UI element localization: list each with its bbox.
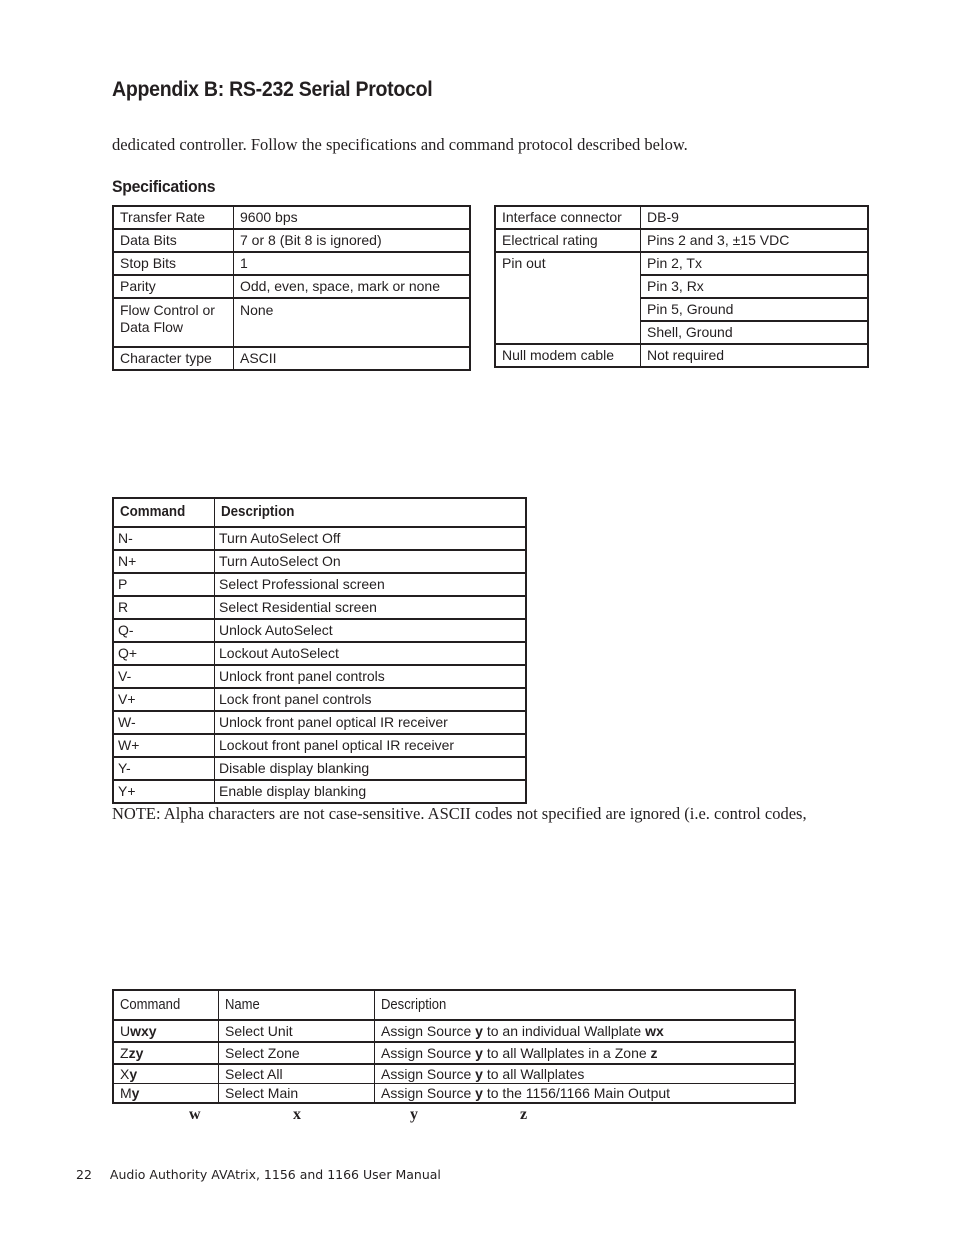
spec-row bbox=[495, 206, 868, 229]
spec-value: Not required bbox=[641, 344, 869, 367]
command-name: Select All bbox=[219, 1064, 375, 1084]
description-text: Assign Source bbox=[381, 1023, 476, 1039]
select-command-table bbox=[112, 989, 796, 1104]
spec-value: 9600 bps bbox=[234, 206, 471, 229]
command-description bbox=[375, 1084, 796, 1104]
command-description: Disable display blanking bbox=[215, 757, 527, 780]
command-variables: y bbox=[131, 1085, 140, 1101]
spec-value: Pin 2, Tx bbox=[641, 252, 869, 275]
spec-row bbox=[495, 229, 868, 252]
command-prefix: M bbox=[120, 1085, 132, 1101]
table-row bbox=[113, 596, 526, 619]
spec-value: Pins 2 and 3, ±15 VDC bbox=[641, 229, 869, 252]
spec-row bbox=[113, 229, 470, 252]
spec-row bbox=[495, 252, 868, 275]
command-code: N+ bbox=[113, 550, 215, 573]
table-row bbox=[113, 665, 526, 688]
command-description: Select Residential screen bbox=[215, 596, 527, 619]
table-row bbox=[113, 619, 526, 642]
spec-row bbox=[495, 344, 868, 367]
table-row bbox=[113, 1064, 795, 1084]
command-description bbox=[375, 1042, 796, 1064]
spec-value: Pin 3, Rx bbox=[641, 275, 869, 298]
spec-row bbox=[113, 298, 470, 347]
footer-title: Audio Authority AVAtrix, 1156 and 1166 User Manual bbox=[109, 1167, 441, 1182]
variable-label-w: w bbox=[189, 1106, 201, 1123]
spec-label: Pin out bbox=[495, 252, 641, 344]
command-code: V- bbox=[113, 665, 215, 688]
description-text: Assign Source bbox=[381, 1066, 476, 1082]
column-header bbox=[113, 990, 219, 1020]
table-header-row bbox=[113, 498, 526, 527]
page-number: 22 bbox=[76, 1167, 92, 1182]
command-code: Y- bbox=[113, 757, 215, 780]
command-syntax bbox=[113, 1084, 219, 1104]
command-description: Lockout AutoSelect bbox=[215, 642, 527, 665]
command-prefix: U bbox=[120, 1023, 131, 1039]
table-row bbox=[113, 757, 526, 780]
command-description: Turn AutoSelect On bbox=[215, 550, 527, 573]
table-row bbox=[113, 711, 526, 734]
spec-row bbox=[113, 206, 470, 229]
description-text: to the 1156/1166 Main Output bbox=[482, 1085, 671, 1101]
column-header bbox=[375, 990, 796, 1020]
command-code: R bbox=[113, 596, 215, 619]
description-text: to all Wallplates bbox=[482, 1066, 585, 1082]
command-prefix: X bbox=[120, 1066, 130, 1082]
spec-value: Shell, Ground bbox=[641, 321, 869, 344]
command-description: Enable display blanking bbox=[215, 780, 527, 803]
description-variable: y bbox=[475, 1066, 483, 1082]
specifications-heading: Specifications bbox=[112, 177, 216, 196]
command-name: Select Zone bbox=[219, 1042, 375, 1064]
column-header bbox=[219, 990, 375, 1020]
column-header-label: Name bbox=[225, 997, 260, 1013]
command-syntax bbox=[113, 1042, 219, 1064]
spec-table-serial bbox=[112, 205, 471, 371]
description-text: to an individual Wallplate bbox=[482, 1023, 646, 1039]
description-text: Assign Source bbox=[381, 1045, 476, 1061]
table-row bbox=[113, 527, 526, 550]
spec-row bbox=[113, 252, 470, 275]
command-code: Q+ bbox=[113, 642, 215, 665]
page-title: Appendix B: RS-232 Serial Protocol bbox=[112, 78, 433, 101]
command-description: Turn AutoSelect Off bbox=[215, 527, 527, 550]
command-code: V+ bbox=[113, 688, 215, 711]
description-variable: y bbox=[475, 1045, 483, 1061]
variable-label-x: x bbox=[293, 1106, 301, 1123]
note-text: NOTE: Alpha characters are not case-sensitive. ASCII codes not specified are ignored (i.e. control codes, bbox=[112, 804, 807, 823]
command-code: Q- bbox=[113, 619, 215, 642]
spec-label: Interface connector bbox=[495, 206, 641, 229]
spec-label: Flow Control or Data Flow bbox=[113, 298, 234, 347]
table-row bbox=[113, 1042, 795, 1064]
spec-value: 7 or 8 (Bit 8 is ignored) bbox=[234, 229, 471, 252]
command-prefix: Z bbox=[120, 1045, 129, 1061]
description-variable: z bbox=[650, 1045, 658, 1061]
spec-row bbox=[113, 347, 470, 370]
column-header-label: Command bbox=[120, 504, 186, 520]
spec-label: Parity bbox=[113, 275, 234, 298]
spec-value: Pin 5, Ground bbox=[641, 298, 869, 321]
spec-label: Character type bbox=[113, 347, 234, 370]
command-name: Select Unit bbox=[219, 1020, 375, 1042]
table-row bbox=[113, 688, 526, 711]
table-row bbox=[113, 642, 526, 665]
command-description: Select Professional screen bbox=[215, 573, 527, 596]
command-description: Unlock AutoSelect bbox=[215, 619, 527, 642]
spec-label: Transfer Rate bbox=[113, 206, 234, 229]
table-row bbox=[113, 734, 526, 757]
command-code: W+ bbox=[113, 734, 215, 757]
variable-label-z: z bbox=[520, 1106, 528, 1123]
description-text: to all Wallplates in a Zone bbox=[482, 1045, 651, 1061]
table-row bbox=[113, 573, 526, 596]
command-description: Unlock front panel controls bbox=[215, 665, 527, 688]
description-variable: y bbox=[475, 1023, 483, 1039]
intro-paragraph: dedicated controller. Follow the specifications and command protocol described below. bbox=[112, 135, 688, 154]
command-name: Select Main bbox=[219, 1084, 375, 1104]
command-syntax bbox=[113, 1020, 219, 1042]
table-header-row bbox=[113, 990, 795, 1020]
column-header-label: Description bbox=[381, 997, 447, 1013]
command-description bbox=[375, 1020, 796, 1042]
column-header-label: Command bbox=[120, 997, 181, 1013]
spec-value: Odd, even, space, mark or none bbox=[234, 275, 471, 298]
spec-label: Data Bits bbox=[113, 229, 234, 252]
command-description: Unlock front panel optical IR receiver bbox=[215, 711, 527, 734]
description-variable: wx bbox=[645, 1023, 664, 1039]
spec-row bbox=[113, 275, 470, 298]
command-variables: y bbox=[129, 1066, 138, 1082]
command-code: W- bbox=[113, 711, 215, 734]
page-footer bbox=[76, 1167, 441, 1182]
spec-label: Stop Bits bbox=[113, 252, 234, 275]
command-code: P bbox=[113, 573, 215, 596]
command-code: Y+ bbox=[113, 780, 215, 803]
table-row bbox=[113, 780, 526, 803]
column-header-label: Description bbox=[221, 504, 295, 520]
command-variables: zy bbox=[128, 1045, 144, 1061]
command-description: Lock front panel controls bbox=[215, 688, 527, 711]
command-table bbox=[112, 497, 527, 804]
column-header bbox=[113, 498, 215, 527]
spec-label: Null modem cable bbox=[495, 344, 641, 367]
description-variable: y bbox=[475, 1085, 483, 1101]
variable-label-y: y bbox=[410, 1106, 418, 1123]
spec-table-interface bbox=[494, 205, 869, 368]
spec-label: Electrical rating bbox=[495, 229, 641, 252]
table-row bbox=[113, 1020, 795, 1042]
table-row bbox=[113, 550, 526, 573]
table-row bbox=[113, 1084, 795, 1104]
command-description bbox=[375, 1064, 796, 1084]
spec-value: None bbox=[234, 298, 471, 347]
command-syntax bbox=[113, 1064, 219, 1084]
command-description: Lockout front panel optical IR receiver bbox=[215, 734, 527, 757]
description-text: Assign Source bbox=[381, 1085, 476, 1101]
spec-value: DB-9 bbox=[641, 206, 869, 229]
command-variables: wxy bbox=[130, 1023, 157, 1039]
spec-value: ASCII bbox=[234, 347, 471, 370]
column-header bbox=[215, 498, 527, 527]
spec-value: 1 bbox=[234, 252, 471, 275]
command-code: N- bbox=[113, 527, 215, 550]
